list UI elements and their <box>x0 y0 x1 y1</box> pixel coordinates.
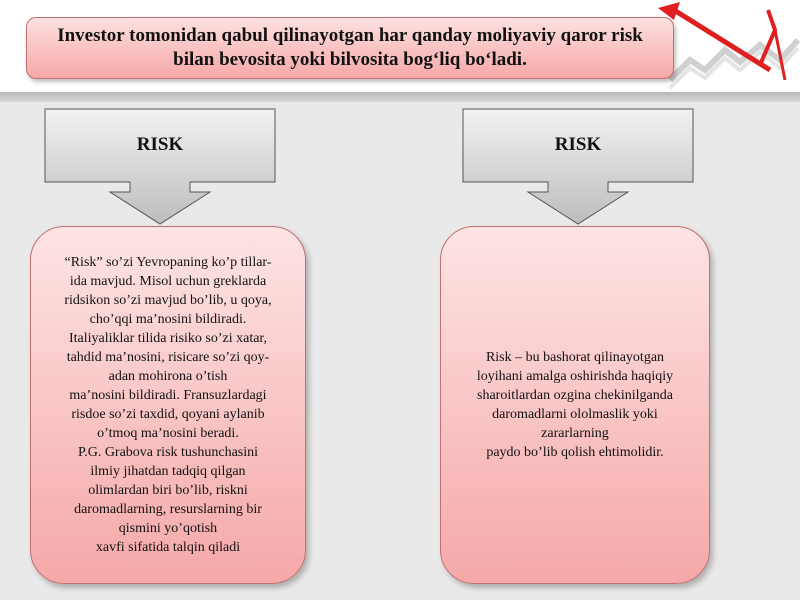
left-description-text: “Risk” so’zi Yevropaning ko’p tillar- ida mavjud. Misol uchun greklarda ridsikon so’zi mavjud bo’lib, u qoya, cho’qqi ma’nosini bildiradi. Italiyaliklar tilida risiko so’zi xatar, tahdid ma’nosini, risicare so’zi qoy- adan mohirona o’tish ma’nosini bildiradi. Fransuzlardagi risdoe so’zi taxdid, qoyani aylanib o’tmoq ma’nosini beradi. P.G. Grabova risk tushunchasini ilmiy jihatdan tadqiq qilgan olimlardan biri bo’lib, riskni daromadlarning, resurslarning bir qismini yo’qotish xavfi sifatida talqin qiladi <box>64 255 272 555</box>
right-description-text: Risk – bu bashorat qilinayotgan loyihani amalga oshirishda haqiqiy sharoitlardan ozgina chekinilganda daromadlarni ololmaslik yoki zararlarning paydo bo’lib qolish ehtimolidir. <box>476 350 674 460</box>
right-heading: RISK <box>554 134 602 155</box>
right-arrow-callout <box>462 108 694 226</box>
right-description-box <box>440 226 710 584</box>
page-title <box>26 17 674 79</box>
left-arrow-callout <box>44 108 276 226</box>
title-text: Investor tomonidan qabul qilinayotgan har qanday moliyaviy qaror risk bilan bevosita yoki bilvosita bog‘liq bo‘ladi. <box>57 25 643 70</box>
left-description-box <box>30 226 306 584</box>
left-heading: RISK <box>136 134 184 155</box>
